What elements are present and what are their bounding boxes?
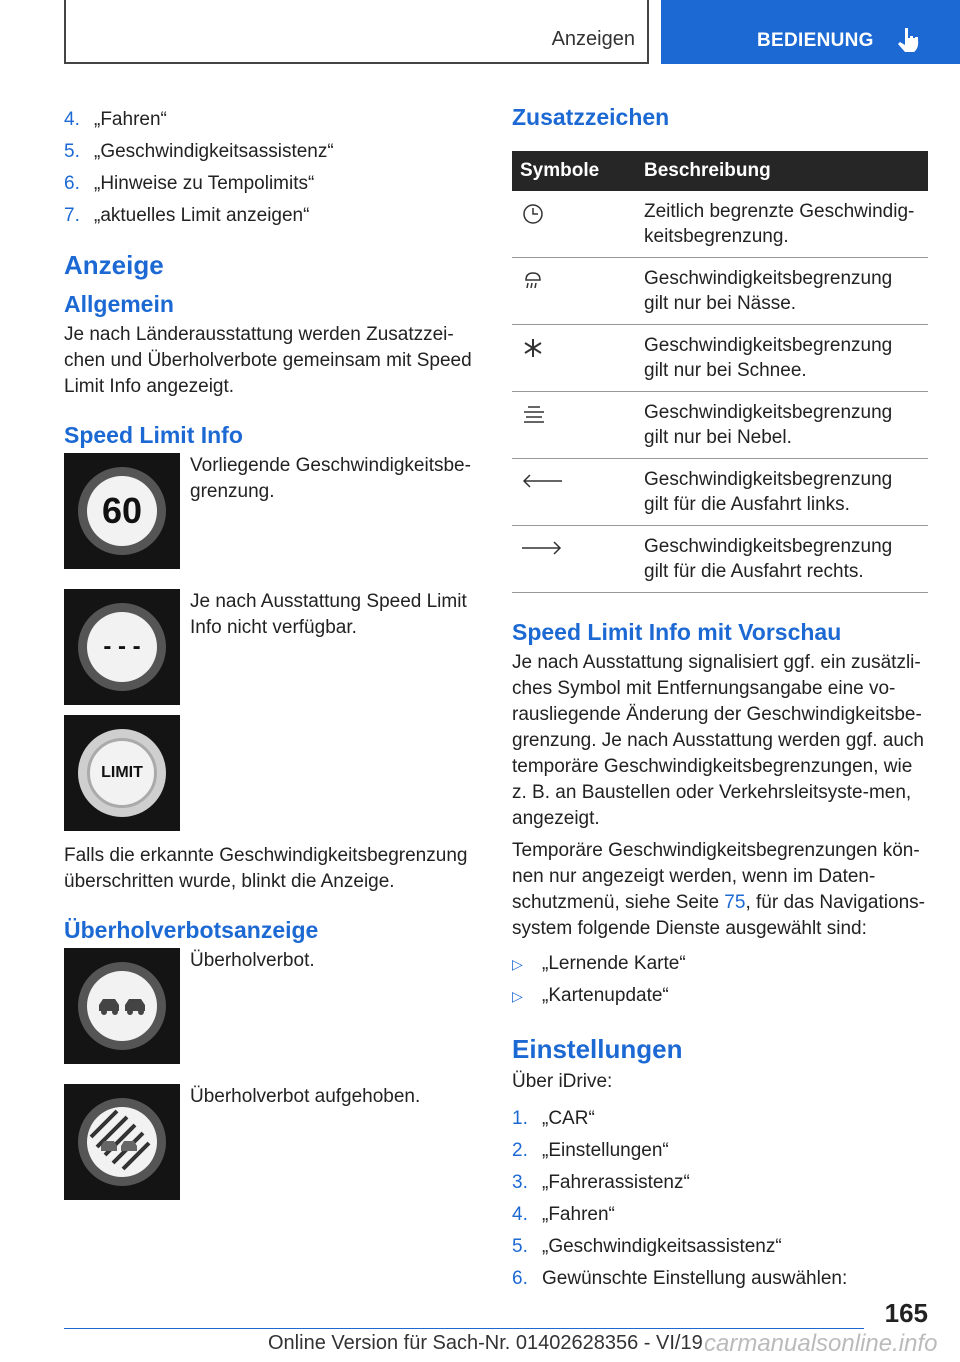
- clock-icon: [520, 203, 546, 225]
- limit-image: [64, 715, 180, 831]
- table-row: [512, 325, 928, 392]
- list-item: 2. „Einstellungen“: [512, 1140, 669, 1161]
- footer-online-version: Online Version für Sach-Nr. 01402628356 - VI/19: [268, 1332, 703, 1354]
- symbol-table: [512, 151, 928, 593]
- no-overtaking-end-sign-icon: [87, 1107, 157, 1177]
- list-item: 5. „Geschwindigkeitsassistenz“: [64, 141, 334, 162]
- header-section-title: Anzeigen: [551, 28, 635, 50]
- no-overtaking-image: [64, 948, 180, 1064]
- header-chapter-box: [661, 0, 960, 64]
- limit-sign-icon: LIMIT: [87, 738, 157, 808]
- table-cell: Geschwindigkeitsbegrenzung gilt nur bei Nebel.: [636, 392, 928, 459]
- figure-caption: Überholverbot.: [190, 950, 315, 971]
- no-limit-sign-icon: - - -: [87, 612, 157, 682]
- figure-row: [64, 589, 484, 705]
- table-cell: Geschwindigkeitsbegrenzung gilt für die Ausfahrt links.: [636, 459, 928, 526]
- list-item: ▷ „Kartenupdate“: [512, 980, 928, 1012]
- header-section-box: [64, 0, 649, 64]
- figure-row: [64, 453, 484, 569]
- list-item: 4. „Fahren“: [512, 1204, 615, 1225]
- snowflake-icon: [520, 337, 546, 359]
- list-item: 1. „CAR“: [512, 1108, 595, 1129]
- paragraph-blink: Falls die erkannte Geschwindigkeitsbegrenzung überschritten wurde, blinkt die Anzeige.: [64, 845, 468, 892]
- figure-row: [64, 715, 484, 831]
- heading-zusatzzeichen: Zusatzzeichen: [512, 104, 670, 130]
- list-item: 6. „Hinweise zu Tempolimits“: [64, 173, 315, 194]
- figure-caption: Je nach Ausstattung Speed Limit Info nicht verfügbar.: [190, 591, 467, 638]
- list-item: 3. „Fahrerassistenz“: [512, 1172, 690, 1193]
- page-number: 165: [884, 1298, 928, 1328]
- list-item: 4. „Fahren“: [64, 109, 167, 130]
- fog-icon: [520, 404, 548, 426]
- heading-einstellungen: Einstellungen: [512, 1034, 683, 1064]
- rain-icon: [520, 270, 546, 292]
- table-row: [512, 191, 928, 258]
- table-cell: Geschwindigkeitsbegrenzung gilt nur bei Nässe.: [636, 258, 928, 325]
- paragraph-allgemein: Je nach Länderausstattung werden Zusatzzei-chen und Überholverbote gemeinsam mit Speed Limit Info angezeigt.: [64, 324, 472, 397]
- table-row: [512, 459, 928, 526]
- figure-row: [64, 948, 484, 1064]
- heading-speed-limit-info: Speed Limit Info: [64, 422, 243, 448]
- left-column: [64, 104, 484, 1200]
- figure-caption: Überholverbot aufgehoben.: [190, 1086, 421, 1107]
- list-item: 5. „Geschwindigkeitsassistenz“: [512, 1236, 782, 1257]
- hand-pointer-icon: [897, 26, 923, 54]
- list-item: ▷ „Lernende Karte“: [512, 948, 928, 980]
- speed-limit-image: [64, 453, 180, 569]
- bullet-triangle-icon: ▷: [512, 988, 523, 1004]
- right-column: [512, 104, 928, 1295]
- table-cell: Geschwindigkeitsbegrenzung gilt nur bei Schnee.: [636, 325, 928, 392]
- arrow-right-icon: [520, 538, 564, 558]
- heading-vorschau: Speed Limit Info mit Vorschau: [512, 619, 842, 645]
- figure-row: [64, 1084, 484, 1200]
- paragraph-vorschau: Je nach Ausstattung signalisiert ggf. ein zusätzli-ches Symbol mit Entfernungsangabe eine vo-rausliegende Änderung der Geschwindigkeitsbe-grenzung. Je nach Ausstattung werden ggf. auch temporäre Geschwindigkeitsbegrenzungen, wie z. B. an Baustellen oder Verkehrsleitsyste-men, angezeigt.: [512, 652, 924, 829]
- list-item: 7. „aktuelles Limit anzeigen“: [64, 205, 310, 226]
- arrow-left-icon: [520, 471, 564, 491]
- heading-anzeige: Anzeige: [64, 250, 164, 280]
- no-overtaking-sign-icon: [87, 971, 157, 1041]
- heading-ueberholverbot: Überholverbotsanzeige: [64, 917, 319, 943]
- footer-divider: [64, 1328, 864, 1329]
- figure-caption: Vorliegende Geschwindigkeitsbe-grenzung.: [190, 455, 471, 502]
- heading-allgemein: Allgemein: [64, 291, 174, 317]
- table-header-beschreibung: Beschreibung: [636, 151, 928, 191]
- header-chapter-title: BEDIENUNG: [757, 30, 874, 51]
- page-link[interactable]: 75: [724, 892, 746, 913]
- paragraph-temporaer: Temporäre Geschwindigkeitsbegrenzungen kön-nen nur angezeigt werden, wenn im Daten-schutzmenü, siehe Seite 75, für das Navigations-system folgende Dienste ausgewählt sind:: [512, 840, 925, 939]
- list-item: 6. Gewünschte Einstellung auswählen:: [512, 1268, 848, 1289]
- paragraph-idrive: Über iDrive:: [512, 1071, 613, 1092]
- table-row: [512, 392, 928, 459]
- table-header-symbole: Symbole: [512, 151, 636, 191]
- no-overtaking-end-image: [64, 1084, 180, 1200]
- watermark: carmanualsonline.info: [704, 1330, 938, 1357]
- table-row: [512, 526, 928, 593]
- table-cell: Zeitlich begrenzte Geschwindig-keitsbegrenzung.: [636, 191, 928, 258]
- table-row: [512, 258, 928, 325]
- speed-limit-sign-icon: 60: [87, 476, 157, 546]
- bullet-triangle-icon: ▷: [512, 956, 523, 972]
- table-cell: Geschwindigkeitsbegrenzung gilt für die Ausfahrt rechts.: [636, 526, 928, 593]
- speed-limit-unavailable-image: [64, 589, 180, 705]
